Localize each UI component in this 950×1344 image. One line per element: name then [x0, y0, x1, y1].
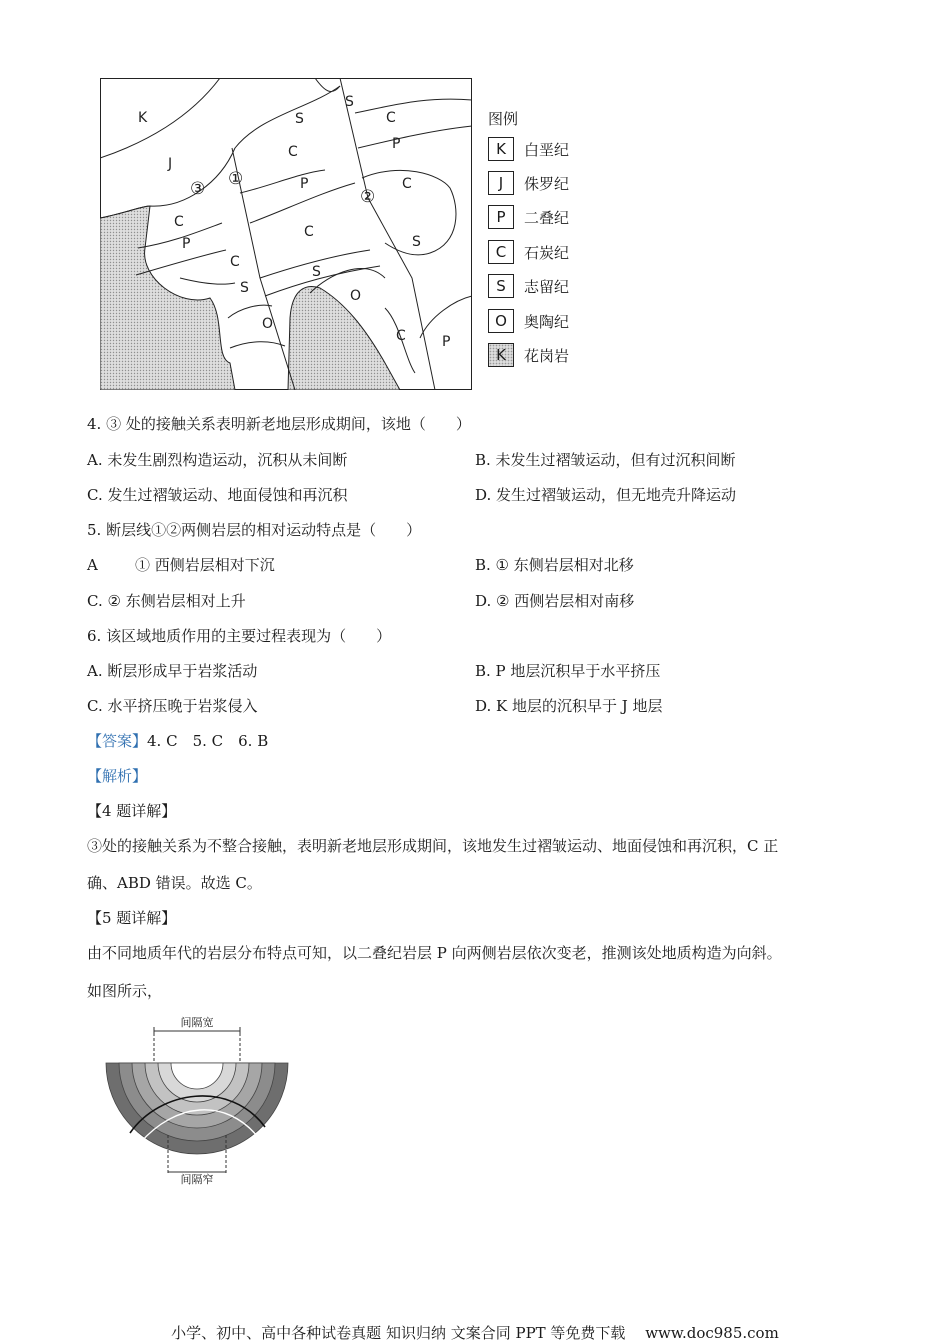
question-4-option-d: D. 发生过褶皱运动，但无地壳升降运动	[475, 486, 737, 504]
question-6-option-c: C. 水平挤压晚于岩浆侵入	[87, 697, 258, 715]
question-5-option-d: D. ② 西侧岩层相对南移	[475, 592, 635, 610]
question-4-stem: 4. ③ 处的接触关系表明新老地层形成期间，该地（ ）	[87, 415, 471, 433]
legend-item	[488, 240, 598, 266]
answer-tag: 【答案】	[87, 732, 148, 750]
fold-top-label: 间隔宽	[180, 1016, 214, 1029]
syncline-figure	[100, 1015, 300, 1187]
map-label-s: S	[240, 280, 249, 296]
map-label-p: P	[392, 136, 401, 152]
legend-item	[488, 309, 598, 335]
legend-code: P	[488, 205, 514, 229]
legend-name: 侏罗纪	[524, 175, 570, 193]
map-label-p: P	[182, 236, 191, 252]
detail-5-heading: 【5 题详解】	[87, 909, 177, 927]
question-4-option-b: B. 未发生过褶皱运动，但有过沉积间断	[475, 451, 736, 469]
legend-code: O	[488, 309, 514, 333]
legend-name: 石炭纪	[524, 244, 570, 262]
answer-text: 4. C 5. C 6. B	[147, 732, 269, 750]
map-label-s: S	[412, 234, 421, 250]
map-label-o: O	[350, 288, 362, 304]
map-label-c: C	[230, 254, 240, 270]
question-5-stem: 5. 断层线①②两侧岩层的相对运动特点是（ ）	[87, 521, 422, 539]
map-label-s: S	[345, 94, 354, 110]
legend-code: C	[488, 240, 514, 264]
legend-name: 白垩纪	[524, 141, 570, 159]
question-5-option-a-letter: A	[87, 556, 98, 574]
fault-1-label: ①	[228, 169, 244, 189]
question-5-option-a-text: ① 西侧岩层相对下沉	[135, 556, 275, 574]
map-label-c: C	[174, 214, 184, 230]
contact-3-label: ③	[190, 179, 206, 199]
geologic-map	[100, 78, 472, 390]
fault-2-label: ②	[360, 187, 376, 207]
legend-code: K	[488, 137, 514, 161]
question-6-option-a: A. 断层形成早于岩浆活动	[87, 662, 258, 680]
question-5-option-c: C. ② 东侧岩层相对上升	[87, 592, 246, 610]
fold-bottom-label: 间隔窄	[180, 1173, 214, 1186]
detail-4-heading: 【4 题详解】	[87, 802, 177, 820]
map-label-j: J	[168, 156, 173, 172]
detail-4-line-1: ③处的接触关系为不整合接触，表明新老地层形成期间，该地发生过褶皱运动、地面侵蚀和再沉积，C 正	[87, 837, 779, 855]
question-4-option-a: A. 未发生剧烈构造运动，沉积从未间断	[87, 451, 348, 469]
map-label-c: C	[304, 224, 314, 240]
legend-item	[488, 274, 598, 300]
legend-code: J	[488, 171, 514, 195]
legend-title: 图例	[488, 110, 519, 128]
legend-item	[488, 171, 598, 197]
map-label-p: P	[442, 334, 451, 350]
legend-name: 花岗岩	[524, 347, 570, 365]
analysis-tag: 【解析】	[87, 767, 148, 785]
map-label-p: P	[300, 176, 309, 192]
legend-name: 二叠纪	[524, 209, 570, 227]
detail-5-line-2: 如图所示，	[87, 982, 163, 1000]
detail-5-line-1: 由不同地质年代的岩层分布特点可知，以二叠纪岩层 P 向两侧岩层依次变老，推测该处地质构造为向斜。	[87, 944, 782, 962]
map-label-c: C	[288, 144, 298, 160]
map-label-o: O	[262, 316, 274, 332]
legend-item	[488, 137, 598, 163]
detail-4-line-2: 确、ABD 错误。故选 C。	[87, 874, 262, 892]
map-label-k: K	[138, 110, 148, 126]
map-label-s: S	[312, 264, 321, 280]
legend-name: 志留纪	[524, 278, 570, 296]
question-6-option-b: B. P 地层沉积早于水平挤压	[475, 662, 661, 680]
question-6-stem: 6. 该区域地质作用的主要过程表现为（ ）	[87, 627, 392, 645]
map-label-c: C	[396, 328, 406, 344]
question-6-option-d: D. K 地层的沉积早于 J 地层	[475, 697, 663, 715]
question-4-option-c: C. 发生过褶皱运动、地面侵蚀和再沉积	[87, 486, 348, 504]
legend-code: K	[488, 343, 514, 367]
legend-code: S	[488, 274, 514, 298]
map-label-c: C	[402, 176, 412, 192]
legend-item	[488, 205, 598, 231]
legend-item	[488, 343, 598, 369]
map-label-s: S	[295, 111, 304, 127]
legend-name: 奥陶纪	[524, 313, 570, 331]
page-footer: 小学、初中、高中各种试卷真题 知识归纳 文案合同 PPT 等免费下载 www.doc985.com	[171, 1324, 779, 1342]
map-label-c: C	[386, 110, 396, 126]
answer-line	[87, 731, 268, 751]
question-5-option-b: B. ① 东侧岩层相对北移	[475, 556, 634, 574]
